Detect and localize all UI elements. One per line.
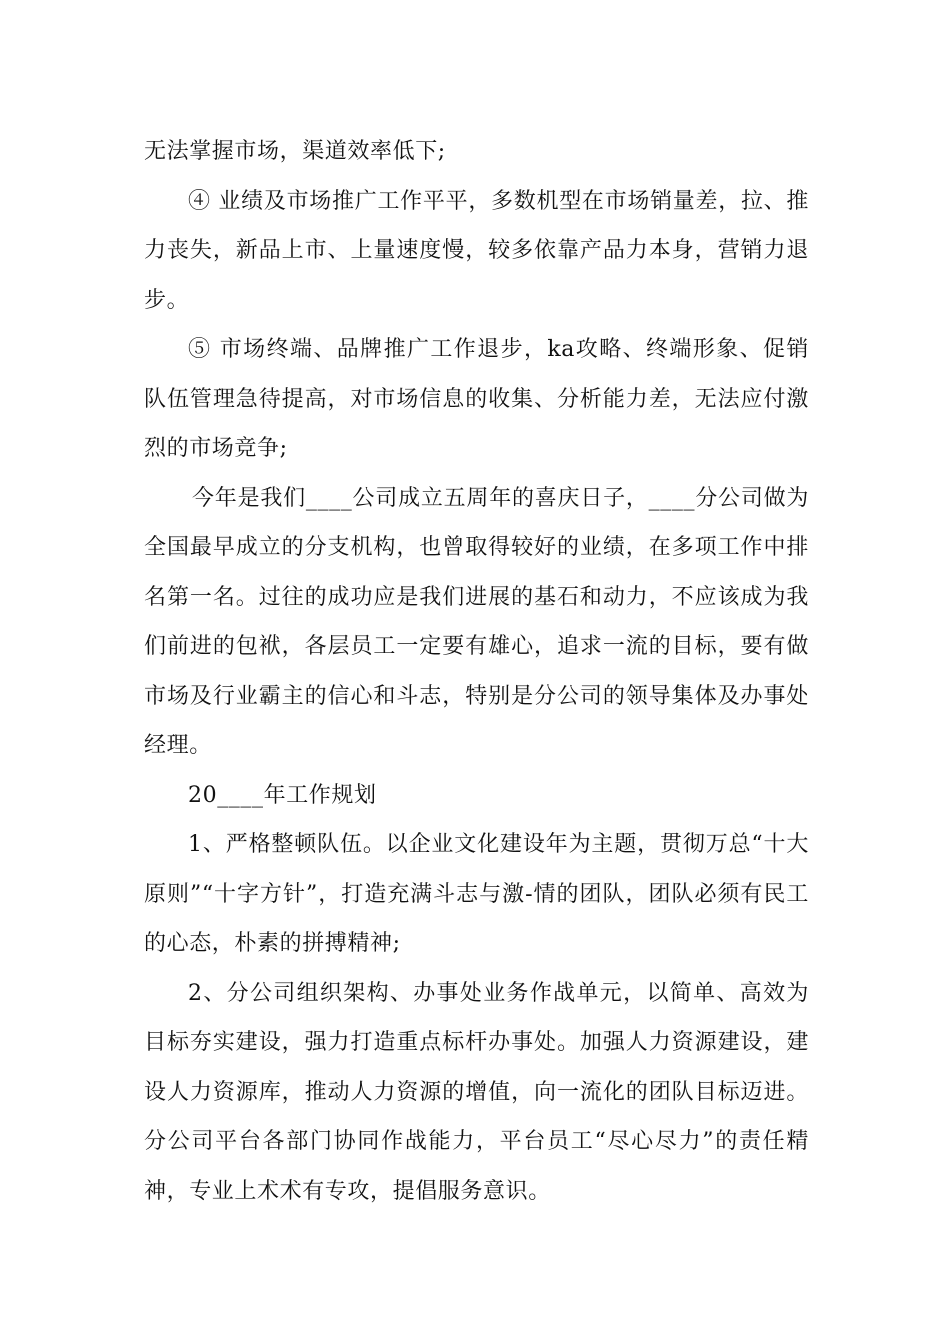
paragraph-plan-item-2: 2、分公司组织架构、办事处业务作战单元，以简单、高效为目标夯实建设，强力打造重点标杆办事处。加强人力资源建设，建设人力资源库，推动人力资源的增值，向一流化的团队目标迈进。分公司平台各部门协同作战能力，平台员工“尽心尽力”的责任精神，专业上术术有专攻，提倡服务意识。 <box>144 980 809 1204</box>
paragraph-anniversary: 今年是我们____公司成立五周年的喜庆日子，____分公司做为全国最早成立的分支机构，也曾取得较好的业绩，在多项工作中排名第一名。过往的成功应是我们进展的基石和动力，不应该成为我们前进的包袱，各层员工一定要有雄心，追求一流的目标，要有做市场及行业霸主的信心和斗志，特别是分公司的领导集体及办事处经理。 <box>144 485 809 758</box>
paragraph-point-5: ⑤ 市场终端、品牌推广工作退步，ka攻略、终端形象、促销队伍管理急待提高，对市场信息的收集、分析能力差，无法应付激烈的市场竞争; <box>144 337 809 461</box>
document-page <box>144 127 809 1216</box>
paragraph-point-4: ④ 业绩及市场推广工作平平，多数机型在市场销量差，拉、推力丧失，新品上市、上量速度慢，较多依靠产品力本身，营销力退步。 <box>144 188 809 313</box>
paragraph-channel-efficiency: 无法掌握市场，渠道效率低下; <box>144 139 446 164</box>
section-heading-work-plan: 20____年工作规划 <box>188 782 377 808</box>
paragraph-plan-item-1: 1、严格整顿队伍。以企业文化建设年为主题，贯彻万总“十大原则”“十字方针”，打造充满斗志与激-情的团队，团队必须有民工的心态，朴素的拼搏精神; <box>144 832 809 956</box>
